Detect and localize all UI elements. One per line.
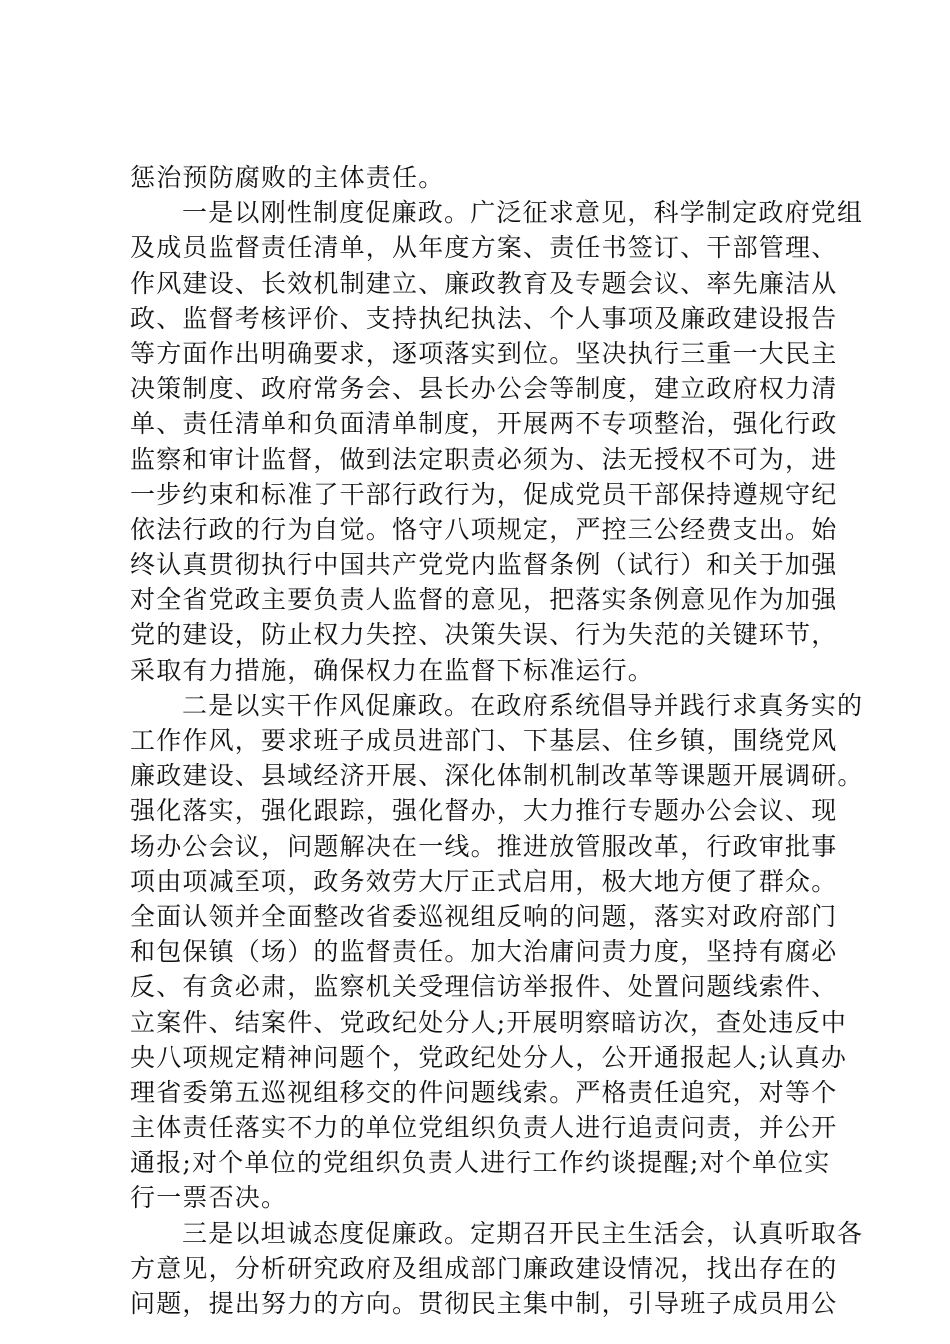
text-line: 反、有贪必肃，监察机关受理信访举报件、处置问题线索件、	[130, 972, 838, 1002]
text-line: 单、责任清单和负面清单制度，开展两不专项整治，强化行政	[130, 409, 838, 439]
text-line: 工作作风，要求班子成员进部门、下基层、住乡镇，围绕党风	[130, 726, 838, 755]
text-line: 通报;对个单位的党组织负责人进行工作约谈提醒;对个单位实	[130, 1148, 831, 1178]
text-line: 问题，提出努力的方向。贯彻民主集中制，引导班子成员用公	[130, 1289, 838, 1318]
text-line: 理省委第五巡视组移交的件问题线索。严格责任追究，对等个	[130, 1077, 838, 1107]
document-body	[130, 160, 864, 1321]
text-line: 终认真贯彻执行中国共产党党内监督条例（试行）和关于加强	[130, 550, 838, 580]
paragraph-first-line: 三是以坦诚态度促廉政。定期召开民主生活会，认真听取各	[182, 1218, 864, 1248]
text-line: 方意见，分析研究政府及组成部门廉政建设情况，找出存在的	[130, 1253, 838, 1283]
text-line: 作风建设、长效机制建立、廉政教育及专题会议、率先廉洁从	[130, 268, 838, 298]
text-line: 一步约束和标准了干部行政行为，促成党员干部保持遵规守纪	[130, 479, 838, 509]
text-line: 强化落实，强化跟踪，强化督办，大力推行专题办公会议、现	[130, 796, 838, 826]
text-line: 采取有力措施，确保权力在监督下标准运行。	[130, 655, 655, 685]
text-line: 主体责任落实不力的单位党组织负责人进行追责问责，并公开	[130, 1113, 838, 1143]
text-line: 依法行政的行为自觉。恪守八项规定，严控三公经费支出。始	[130, 514, 838, 544]
text-line: 立案件、结案件、党政纪处分人;开展明察暗访次，查处违反中	[130, 1007, 848, 1037]
text-line: 和包保镇（场）的监督责任。加大治庸问责力度，坚持有腐必	[130, 937, 838, 967]
text-line: 廉政建设、县域经济开展、深化体制机制改革等课题开展调研。	[130, 761, 864, 791]
text-line: 项由项减至项，政务效劳大厅正式启用，极大地方便了群众。	[130, 866, 838, 896]
text-line: 央八项规定精神问题个，党政纪处分人，公开通报起人;认真办	[130, 1042, 848, 1072]
text-line: 等方面作出明确要求，逐项落实到位。坚决执行三重一大民主	[130, 338, 838, 368]
text-line: 惩治预防腐败的主体责任。	[130, 163, 445, 192]
text-line: 对全省党政主要负责人监督的意见，把落实条例意见作为加强	[130, 585, 838, 615]
text-line: 党的建设，防止权力失控、决策失误、行为失范的关键环节，	[130, 620, 838, 650]
text-line: 及成员监督责任清单，从年度方案、责任书签订、干部管理、	[130, 233, 838, 263]
text-line: 全面认领并全面整改省委巡视组反响的问题，落实对政府部门	[130, 901, 838, 931]
text-line: 政、监督考核评价、支持执纪执法、个人事项及廉政建设报告	[130, 303, 838, 333]
text-line: 行一票否决。	[130, 1183, 288, 1213]
paragraph-first-line: 一是以刚性制度促廉政。广泛征求意见，科学制定政府党组	[182, 198, 864, 228]
paragraph-first-line: 二是以实干作风促廉政。在政府系统倡导并践行求真务实的	[182, 690, 864, 720]
text-line: 监察和审计监督，做到法定职责必须为、法无授权不可为，进	[130, 444, 838, 474]
text-line: 决策制度、政府常务会、县长办公会等制度，建立政府权力清	[130, 374, 838, 404]
text-line: 场办公会议，问题解决在一线。推进放管服改革，行政审批事	[130, 831, 838, 861]
